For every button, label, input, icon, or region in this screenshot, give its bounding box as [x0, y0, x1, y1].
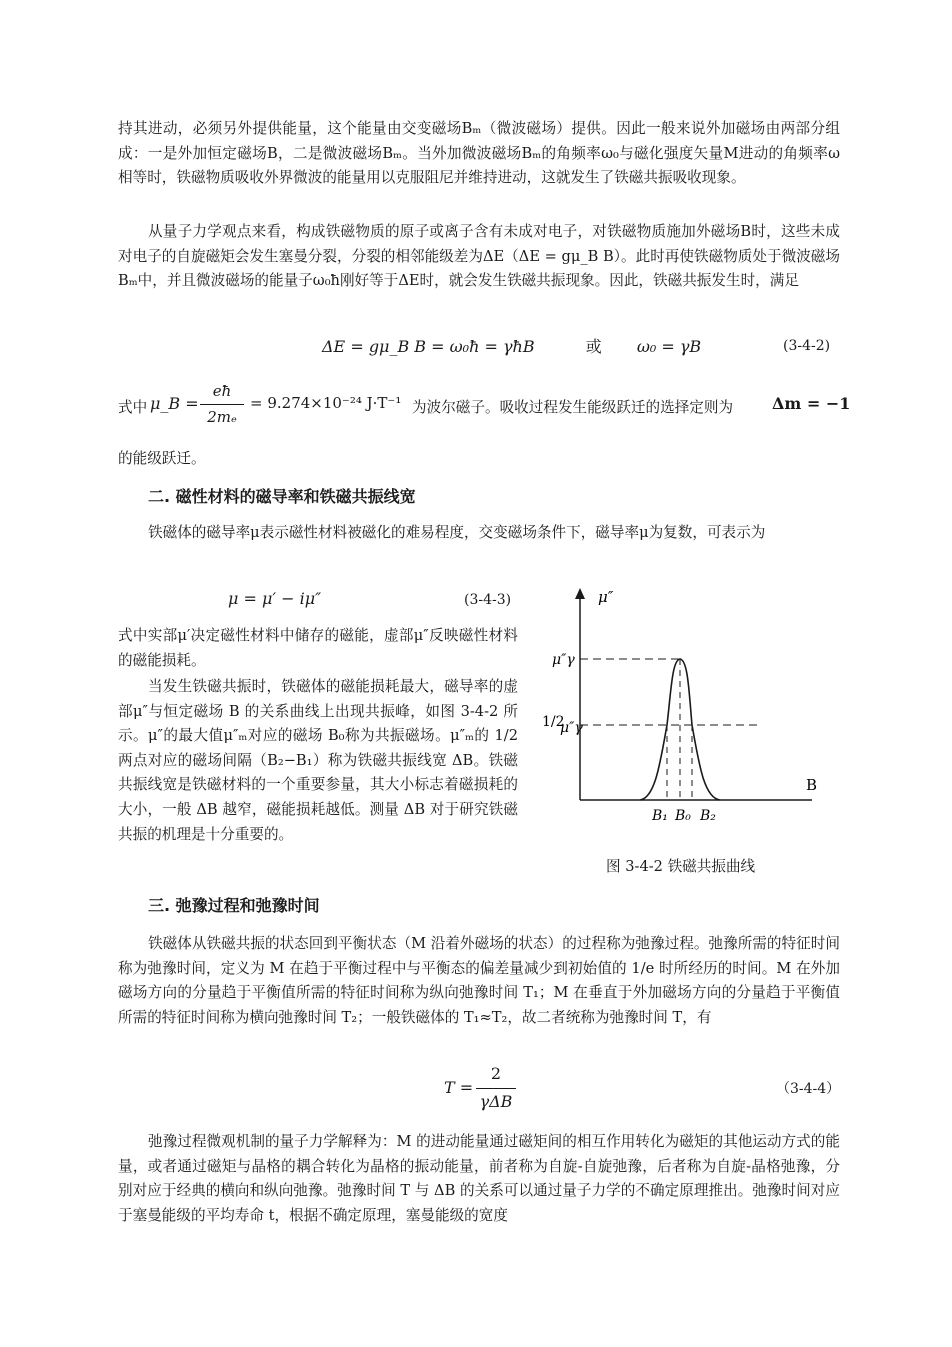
paragraph-transition: 的能级跃迁。: [118, 450, 206, 467]
tick-b2: B₂: [700, 808, 716, 824]
section-heading-permeability: 二. 磁性材料的磁导率和铁磁共振线宽: [148, 487, 416, 506]
equation-resonance-condition: ΔE = gμ_B B = ω₀ħ = γħB 或 ω₀ = γB: [322, 337, 702, 356]
y-axis-label: μ″: [598, 588, 614, 606]
equation-relaxation-time-lhs: T =: [444, 1078, 474, 1097]
figure-caption: 图 3-4-2 铁磁共振曲线: [606, 858, 756, 875]
tick-b0: B₀: [675, 808, 691, 824]
equation-relaxation-fraction-bar: [476, 1088, 516, 1089]
resonance-curve-figure: [530, 582, 830, 834]
half-label-fraction: 1/2: [542, 714, 565, 730]
equation-number-3-4-3: (3-4-3): [464, 592, 512, 608]
equation-relaxation-denominator: γΔB: [479, 1092, 513, 1111]
paragraph-permeability: 铁磁体的磁导率μ表示磁性材料被磁化的难易程度，交变磁场条件下，磁导率μ为复数，可表示为: [148, 524, 766, 541]
equation-number-3-4-4: （3-4-4）: [776, 1081, 841, 1097]
paragraph-resonance-linewidth: 当发生铁磁共振时，铁磁体的磁能损耗最大，磁导率的虚部μ″与恒定磁场 B 的关系曲线上出现共振峰，如图 3-4-2 所示。μ″的最大值μ″ₘ对应的磁场 B₀称为共振磁场。μ″ₘ的 1/2 两点对应的磁场间隔（B₂−B₁）称为铁磁共振线宽 ΔB。铁磁共振线宽是铁磁材料的一个重要参量，其大小标志着磁损耗的大小，一般 ΔB 越窄，磁能损耗越低。测量 ΔB 对于研究铁磁共振的机理是十分重要的。: [118, 678, 518, 843]
paragraph-continuation: 持其进动，必须另外提供能量，这个能量由交变磁场Bₘ（微波磁场）提供。因此一般来说外加磁场由两部分组成：一是外加恒定磁场B，二是微波磁场Bₘ。当外加微波磁场Bₘ的角频率ω₀与磁化强度矢量M进动的角频率ω相等时，铁磁物质吸收外界微波的能量用以克服阻尼并维持进动，这就发生了铁磁共振吸收现象。: [118, 120, 840, 187]
paragraph-relaxation: 铁磁体从铁磁共振的状态回到平衡状态（M 沿着外磁场的状态）的过程称为弛豫过程。弛豫所需的特征时间称为弛豫时间，定义为 M 在趋于平衡过程中与平衡态的偏差量减少到初始值的 1/e 时所经历的时间。M 在外加磁场方向的分量趋于平衡值所需的特征时间称为纵向弛豫时间 T₁；M 在垂直于外加磁场方向的分量趋于平衡值所需的特征时间称为横向弛豫时间 T₂；一般铁磁体的 T₁≈T₂，故二者统称为弛豫时间 T，有: [118, 935, 840, 1026]
y-axis-arrow: [575, 588, 585, 599]
equation-number-3-4-2: (3-4-2): [783, 338, 831, 354]
peak-label: μ″γ: [552, 652, 575, 668]
bohr-magneton-line: 式中 μ_B = eħ 2mₑ = 9.274×10⁻²⁴ J·T⁻¹ 为波尔磁子。吸收过程发生能级跃迁的选择定则为 Δm = −1: [118, 382, 851, 426]
paragraph-quantum-view: 从量子力学观点来看，构成铁磁物质的原子或离子含有未成对电子，对铁磁物质施加外磁场B时，这些未成对电子的自旋磁矩会发生塞曼分裂，分裂的相邻能级差为ΔE（ΔE = gμ_B B）。此时再使铁磁物质处于微波磁场Bₘ中，并且微波磁场的能量子ω₀ħ刚好等于ΔE时，就会发生铁磁共振现象。因此，铁磁共振发生时，满足: [118, 223, 840, 290]
tick-b1: B₁: [652, 808, 668, 824]
equation-complex-permeability: μ = μ′ − iμ″: [228, 589, 322, 608]
paragraph-relaxation-mechanism: 弛豫过程微观机制的量子力学解释为：M 的进动能量通过磁矩间的相互作用转化为磁矩的其他运动方式的能量，或者通过磁矩与晶格的耦合转化为晶格的振动能量，前者称为自旋-自旋弛豫，后者称为自旋-晶格弛豫，分别对应于经典的横向和纵向弛豫。弛豫时间 T 与 ΔB 的关系可以通过量子力学的不确定原理推出。弛豫时间对应于塞曼能级的平均寿命 t，根据不确定原理，塞曼能级的宽度: [118, 1133, 840, 1224]
x-axis-label: B: [806, 776, 818, 794]
section-heading-relaxation: 三. 弛豫过程和弛豫时间: [148, 896, 320, 915]
equation-relaxation-numerator: 2: [490, 1064, 502, 1083]
half-peak-label: μ″γ: [560, 720, 583, 736]
paragraph-real-imag-parts: 式中实部μ′决定磁性材料中储存的磁能，虚部μ″反映磁性材料的磁能损耗。: [118, 627, 518, 669]
fraction-bar: [200, 404, 244, 405]
